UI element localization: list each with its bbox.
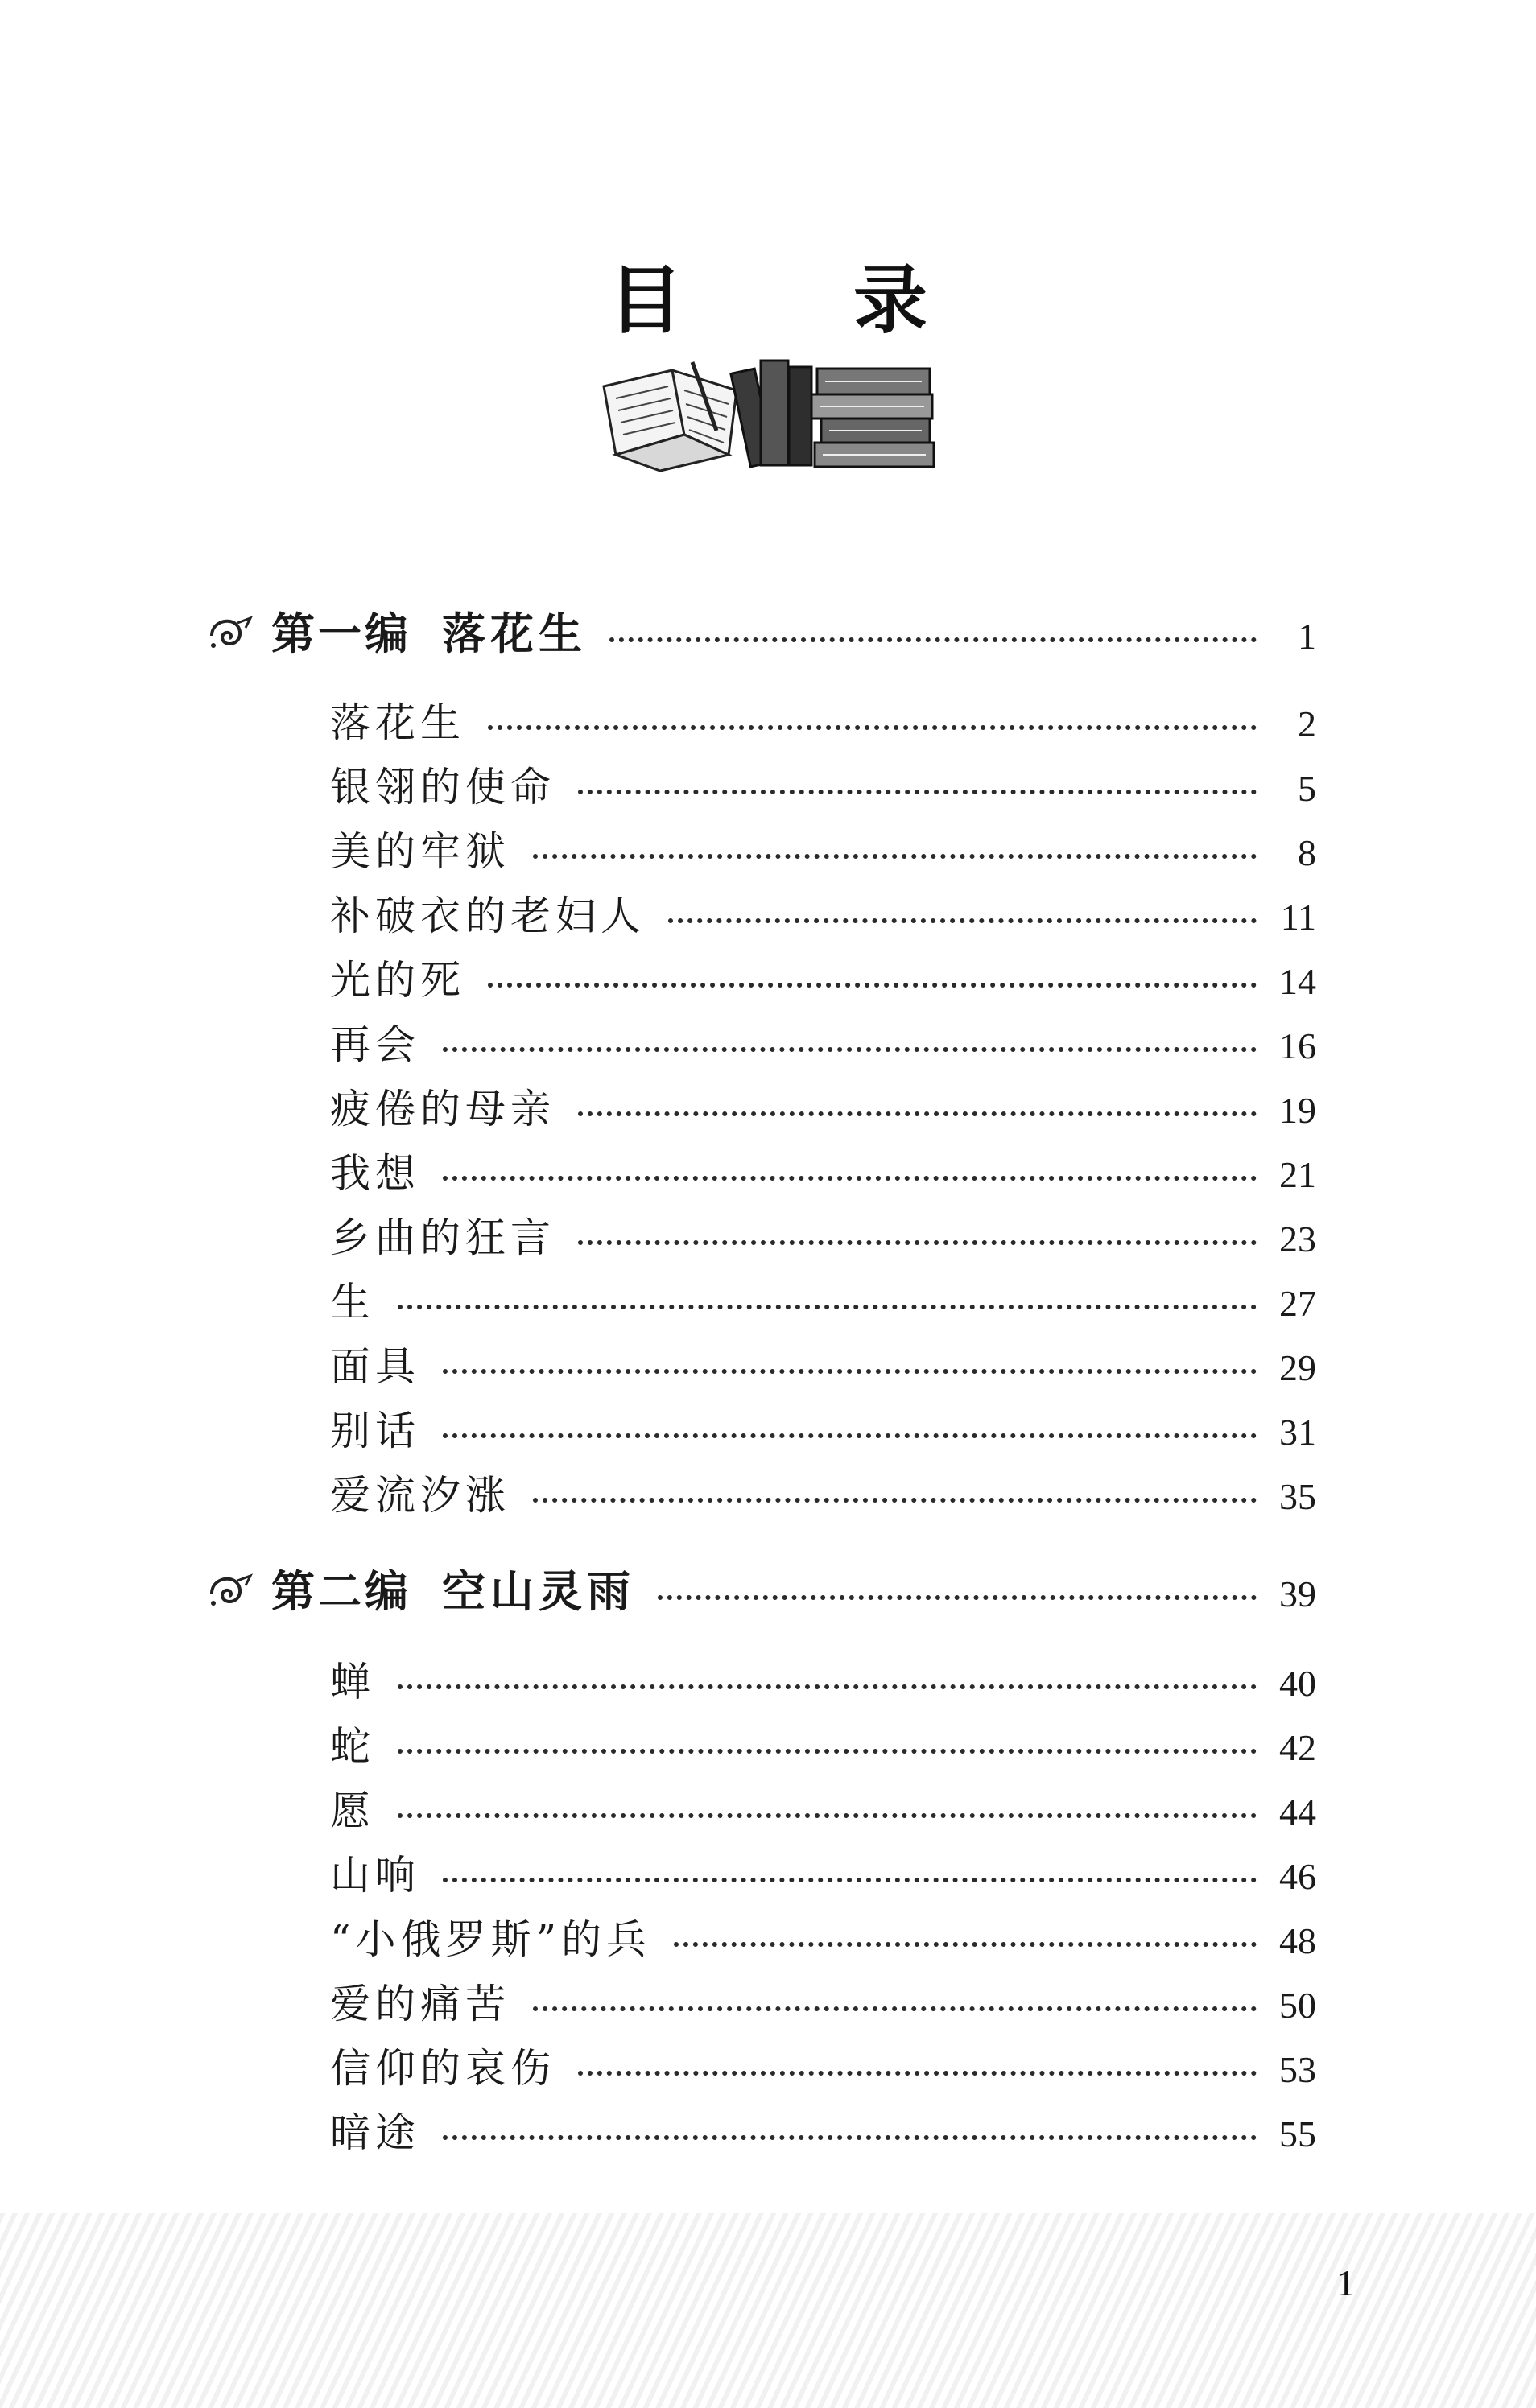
entry-title: 蛇: [330, 1723, 375, 1770]
toc-entry[interactable]: [330, 1012, 1316, 1069]
dot-leader: [609, 637, 1257, 642]
section-page-number: 39: [1279, 1573, 1316, 1614]
entry-page-number: 48: [1279, 1920, 1316, 1961]
section-number: 第二编: [271, 1566, 411, 1617]
dot-leader: [658, 1595, 1257, 1600]
entry-page-number: 29: [1279, 1347, 1316, 1388]
toc-entry[interactable]: [330, 1972, 1316, 2028]
entry-title: 暗途: [330, 2109, 420, 2156]
footer-band: [0, 2213, 1536, 2408]
page-folio: 1: [1336, 2262, 1355, 2303]
entry-title: 面具: [330, 1343, 420, 1390]
dot-leader: [443, 1176, 1257, 1181]
entry-title: “小俄罗斯”的兵: [330, 1916, 652, 1963]
dot-leader: [668, 918, 1257, 923]
entry-title: 美的牢狱: [330, 828, 510, 875]
entry-page-number: 5: [1298, 768, 1316, 809]
dot-leader: [443, 1047, 1257, 1052]
dot-leader: [443, 1369, 1257, 1374]
page-title: 目 录: [608, 258, 1001, 344]
entry-page-number: 23: [1279, 1218, 1316, 1260]
dot-leader: [674, 1942, 1257, 1947]
entry-title: 补破衣的老妇人: [330, 893, 646, 939]
toc-entry[interactable]: [330, 1714, 1316, 1771]
entry-page-number: 50: [1279, 1985, 1316, 2026]
toc-entry[interactable]: [330, 1843, 1316, 1899]
entry-page-number: 40: [1279, 1663, 1316, 1704]
entry-page-number: 46: [1279, 1856, 1316, 1897]
dot-leader: [578, 790, 1257, 794]
toc-entry[interactable]: [330, 884, 1316, 940]
entry-title: 爱的痛苦: [330, 1981, 510, 2027]
entry-title: 别话: [330, 1408, 420, 1454]
entry-title: 银翎的使命: [330, 764, 555, 810]
dot-leader: [578, 1111, 1257, 1116]
toc-entry[interactable]: [330, 755, 1316, 811]
entry-page-number: 14: [1279, 961, 1316, 1002]
entry-title: 疲倦的母亲: [330, 1086, 555, 1132]
dot-leader: [533, 1498, 1257, 1503]
toc-entry[interactable]: [330, 1141, 1316, 1198]
dot-leader: [443, 1878, 1257, 1882]
dot-leader: [578, 2071, 1257, 2076]
dot-leader: [443, 1433, 1257, 1438]
toc-entry[interactable]: [330, 691, 1316, 747]
entry-page-number: 44: [1279, 1792, 1316, 1833]
dot-leader: [488, 983, 1257, 988]
toc-section-2[interactable]: [205, 1557, 1316, 1622]
entry-page-number: 21: [1279, 1154, 1316, 1195]
entry-title: 乡曲的狂言: [330, 1214, 555, 1261]
entry-page-number: 53: [1279, 2049, 1316, 2090]
entry-page-number: 31: [1279, 1412, 1316, 1453]
dot-leader: [533, 2006, 1257, 2011]
entry-page-number: 16: [1279, 1025, 1316, 1066]
entry-title: 爱流汐涨: [330, 1472, 510, 1519]
toc-entry[interactable]: [330, 2036, 1316, 2093]
dot-leader: [488, 725, 1257, 730]
toc-entry[interactable]: [330, 1270, 1316, 1326]
entry-title: 我想: [330, 1150, 420, 1197]
section-page-number: 1: [1298, 616, 1316, 657]
entry-title: 愿: [330, 1787, 375, 1834]
toc-entry[interactable]: [330, 1334, 1316, 1391]
dot-leader: [443, 2135, 1257, 2140]
section-name: 落花生: [442, 608, 587, 659]
toc-entry[interactable]: [330, 2101, 1316, 2157]
entry-page-number: 55: [1279, 2113, 1316, 2154]
toc-entry[interactable]: [330, 819, 1316, 876]
dot-leader: [398, 1684, 1257, 1689]
entry-page-number: 35: [1279, 1476, 1316, 1517]
entry-page-number: 42: [1279, 1727, 1316, 1768]
dot-leader: [398, 1813, 1257, 1818]
toc-entry[interactable]: [330, 1907, 1316, 1964]
toc-entry[interactable]: [330, 1206, 1316, 1262]
entry-title: 落花生: [330, 699, 465, 746]
entry-page-number: 11: [1280, 897, 1316, 938]
toc-section-1[interactable]: [205, 600, 1316, 664]
toc-entry[interactable]: [330, 948, 1316, 1004]
toc-entry[interactable]: [330, 1779, 1316, 1835]
dot-leader: [533, 854, 1257, 859]
entry-title: 山响: [330, 1852, 420, 1899]
entry-title: 蝉: [330, 1659, 375, 1705]
section-name: 空山灵雨: [442, 1566, 635, 1617]
dot-leader: [398, 1305, 1257, 1309]
entry-page-number: 19: [1279, 1090, 1316, 1131]
section-number: 第一编: [271, 608, 411, 659]
entry-page-number: 27: [1279, 1283, 1316, 1324]
entry-page-number: 8: [1298, 832, 1316, 873]
toc-entry[interactable]: [330, 1399, 1316, 1455]
toc-entry[interactable]: [330, 1463, 1316, 1519]
entry-title: 信仰的哀伤: [330, 2045, 555, 2092]
entry-title: 再会: [330, 1021, 420, 1068]
books-illustration: [596, 354, 942, 475]
spiral-ornament-icon: [205, 612, 257, 652]
dot-leader: [398, 1749, 1257, 1754]
toc-entry[interactable]: [330, 1077, 1316, 1133]
entry-title: 生: [330, 1279, 375, 1326]
spiral-ornament-icon: [205, 1569, 257, 1610]
dot-leader: [578, 1240, 1257, 1245]
entry-page-number: 2: [1298, 703, 1316, 744]
toc-entry[interactable]: [330, 1650, 1316, 1706]
entry-title: 光的死: [330, 957, 465, 1004]
